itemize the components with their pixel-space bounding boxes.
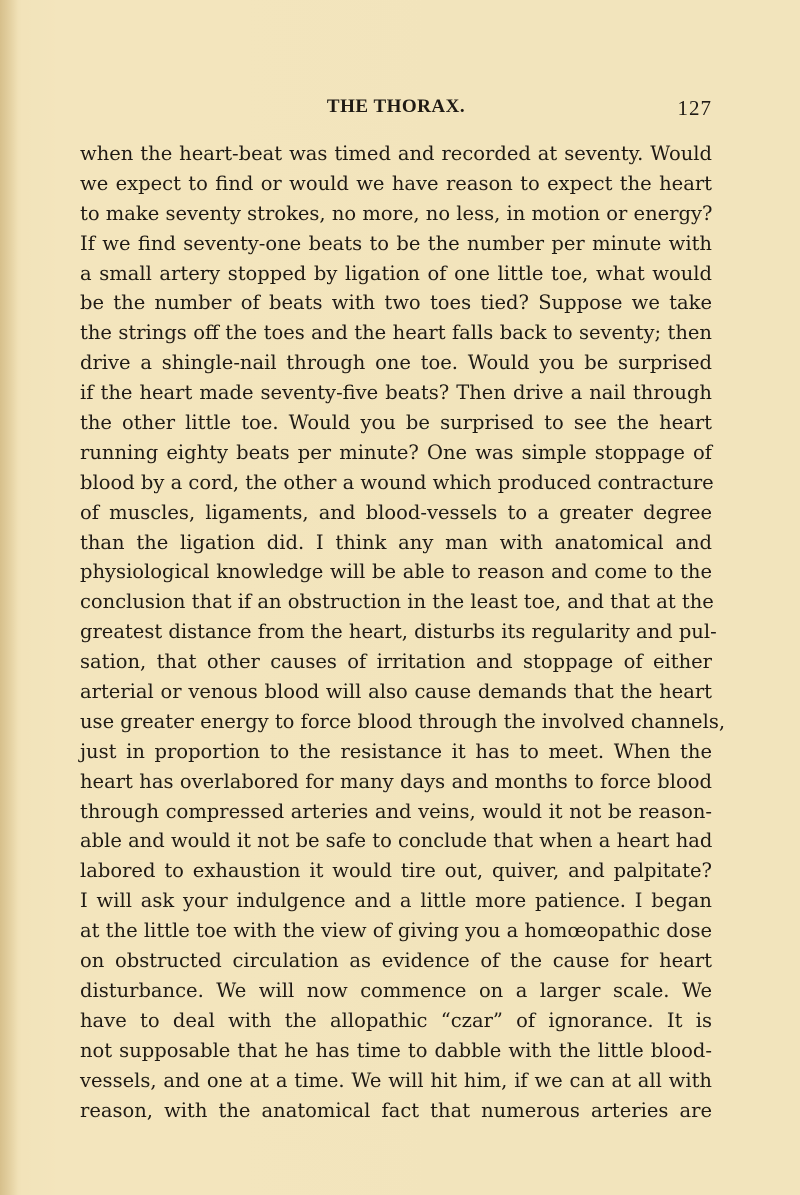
- text-line: the strings off the toes and the heart falls back to seventy; then: [80, 321, 712, 345]
- text-line: a small artery stopped by ligation of one little toe, what would: [80, 261, 712, 285]
- text-line: labored to exhaustion it would tire out, quiver, and palpitate?: [80, 859, 712, 883]
- running-head: [80, 96, 712, 122]
- page-edge-shadow: [0, 0, 18, 1195]
- text-line: on obstructed circulation as evidence of the cause for heart: [80, 949, 712, 973]
- text-line: disturbance. We will now commence on a larger scale. We: [80, 978, 712, 1002]
- text-line: at the little toe with the view of giving you a homœopathic dose: [80, 919, 712, 943]
- text-line: blood by a cord, the other a wound which produced contracture: [80, 470, 714, 494]
- text-line: heart has overlabored for many days and months to force blood: [80, 769, 712, 793]
- text-line: if the heart made seventy-five beats? Then drive a nail through: [80, 381, 712, 405]
- text-line: use greater energy to force blood through the involved channels,: [80, 709, 726, 733]
- text-line: when the heart-beat was timed and recorded at seventy. Would: [80, 142, 712, 165]
- text-line: greatest distance from the heart, disturbs its regularity and pul-: [80, 620, 717, 644]
- text-line: drive a shingle-nail through one toe. Would you be surprised: [80, 351, 712, 375]
- text-line: have to deal with the allopathic “czar” of ignorance. It is: [80, 1008, 712, 1032]
- text-line: just in proportion to the resistance it has to meet. When the: [80, 739, 712, 763]
- text-line: If we find seventy-one beats to be the number per minute with: [80, 231, 712, 255]
- text-line: vessels, and one at a time. We will hit him, if we can at all with: [80, 1068, 712, 1092]
- text-line: conclusion that if an obstruction in the least toe, and that at the: [80, 590, 714, 614]
- text-line: physiological knowledge will be able to reason and come to the: [80, 560, 712, 584]
- text-line: we expect to find or would we have reason to expect the heart: [80, 171, 712, 195]
- text-line: I will ask your indulgence and a little more patience. I began: [80, 889, 712, 913]
- text-line: not supposable that he has time to dabble with the little blood-: [80, 1038, 712, 1062]
- text-line: sation, that other causes of irritation and stoppage of either: [80, 650, 712, 674]
- text-line: able and would it not be safe to conclude that when a heart had: [80, 829, 713, 853]
- text-line: to make seventy strokes, no more, no less, in motion or energy?: [80, 201, 713, 225]
- page-number: 127: [677, 96, 712, 120]
- text-line: running eighty beats per minute? One was simple stoppage of: [80, 440, 712, 464]
- text-line: the other little toe. Would you be surprised to see the heart: [80, 411, 712, 435]
- body-text: [80, 139, 726, 1125]
- text-line: of muscles, ligaments, and blood-vessels to a greater degree: [80, 500, 712, 524]
- text-line: reason, with the anatomical fact that numerous arteries are: [80, 1098, 712, 1122]
- text-line: arterial or venous blood will also cause demands that the heart: [80, 680, 712, 704]
- running-title: THE THORAX.: [326, 96, 466, 117]
- text-line: be the number of beats with two toes tied? Suppose we take: [80, 291, 712, 315]
- text-line: through compressed arteries and veins, would it not be reason-: [80, 799, 712, 823]
- text-line: than the ligation did. I think any man with anatomical and: [80, 530, 712, 554]
